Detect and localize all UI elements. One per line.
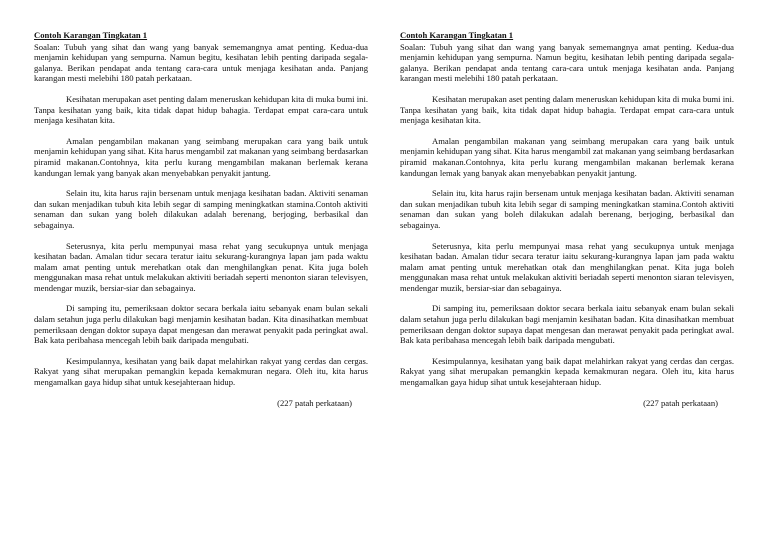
paragraph-6: Kesimpulannya, kesihatan yang baik dapat melahirkan rakyat yang cerdas dan cergas. Rakyat yang sihat merupakan pemangkin kepada kemakmuran negara. Oleh itu, kita harus mengamalkan gaya hidup sihat untuk kesejahteraan hidup. [34,355,368,388]
document-title: Contoh Karangan Tingkatan 1 [34,30,148,40]
word-count: (227 patah perkataan) [643,397,718,408]
paragraph-1: Kesihatan merupakan aset penting dalam meneruskan kehidupan kita di muka bumi ini. Tanpa kesihatan yang baik, kita tidak dapat hidup bahagia. Terdapat empat cara-cara untuk menjaga kesihatan kita. [400,93,734,126]
paragraph-3: Selain itu, kita harus rajin bersenam untuk menjaga kesihatan badan. Aktiviti senaman dan sukan menjadikan tubuh kita lebih segar di samping meningkatkan stamina.Contoh aktiviti senaman dan sukan yang boleh dilakukan adalah berenang, berjoging, berbasikal dan sebagainya. [400,188,734,230]
paragraph-4: Seterusnya, kita perlu mempunyai masa rehat yang secukupnya untuk menjaga kesihatan badan. Amalan tidur secara teratur iaitu sekurang-kurangnya lapan jam pada waktu malam amat penting untuk merehatkan otak dan menghilangkan penat. Kita juga boleh menggunakan masa rehat untuk melakukan aktiviti beriadah seperti menonton siaran televisyen, mendengar muzik, bersiar-siar dan sebagainya. [34,240,368,293]
paragraph-1: Kesihatan merupakan aset penting dalam meneruskan kehidupan kita di muka bumi ini. Tanpa kesihatan yang baik, kita tidak dapat hidup bahagia. Terdapat empat cara-cara untuk menjaga kesihatan kita. [34,93,368,126]
paragraph-2: Amalan pengambilan makanan yang seimbang merupakan cara yang baik untuk menjamin kehidupan yang sihat. Kita harus mengambil zat makanan yang seimbang berdasarkan piramid makanan.Contohnya, kita perlu kurang mengambilan makanan berlemak kerana kandungan lemak yang banyak akan menyebabkan penyakit jantung. [34,135,368,178]
essay-question: Soalan: Tubuh yang sihat dan wang yang banyak sememangnya amat penting. Kedua-dua menjamin kehidupan yang sempurna. Namun begitu, kesihatan lebih penting daripada segala-galanya. Berikan pendapat anda tentang cara-cara untuk menjaga kesihatan anda. Panjang karangan mesti melebihi 180 patah perkataan. [400,41,734,84]
paragraph-3: Selain itu, kita harus rajin bersenam untuk menjaga kesihatan badan. Aktiviti senaman dan sukan menjadikan tubuh kita lebih segar di samping meningkatkan stamina.Contoh aktiviti senaman dan sukan yang boleh dilakukan adalah berenang, berjoging, berbasikal dan sebagainya. [34,188,368,230]
paragraph-5: Di samping itu, pemeriksaan doktor secara berkala iaitu sebanyak enam bulan sekali dalam setahun juga perlu dilakukan bagi menjamin kesihatan badan. Kita dinasihatkan membuat pemeriksaan dengan doktor supaya dapat mengesan dan merawat penyakit pada peringkat awal. Bak kata peribahasa mencegah lebih baik daripada mengubati. [400,303,734,346]
paragraph-4: Seterusnya, kita perlu mempunyai masa rehat yang secukupnya untuk menjaga kesihatan badan. Amalan tidur secara teratur iaitu sekurang-kurangnya lapan jam pada waktu malam amat penting untuk merehatkan otak dan menghilangkan penat. Kita juga boleh menggunakan masa rehat untuk melakukan aktiviti beriadah seperti menonton siaran televisyen, mendengar muzik, bersiar-siar dan sebagainya. [400,240,734,293]
paragraph-2: Amalan pengambilan makanan yang seimbang merupakan cara yang baik untuk menjamin kehidupan yang sihat. Kita harus mengambil zat makanan yang seimbang berdasarkan piramid makanan.Contohnya, kita perlu kurang mengambilan makanan berlemak kerana kandungan lemak yang banyak akan menyebabkan penyakit jantung. [400,135,734,178]
paragraph-5: Di samping itu, pemeriksaan doktor secara berkala iaitu sebanyak enam bulan sekali dalam setahun juga perlu dilakukan bagi menjamin kesihatan badan. Kita dinasihatkan membuat pemeriksaan dengan doktor supaya dapat mengesan dan merawat penyakit pada peringkat awal. Bak kata peribahasa mencegah lebih baik daripada mengubati. [34,303,368,346]
document-page-right [400,30,734,408]
word-count: (227 patah perkataan) [277,397,352,408]
paragraph-6: Kesimpulannya, kesihatan yang baik dapat melahirkan rakyat yang cerdas dan cergas. Rakyat yang sihat merupakan pemangkin kepada kemakmuran negara. Oleh itu, kita harus mengamalkan gaya hidup sihat untuk kesejahteraan hidup. [400,355,734,388]
document-title: Contoh Karangan Tingkatan 1 [400,30,514,40]
essay-question: Soalan: Tubuh yang sihat dan wang yang banyak sememangnya amat penting. Kedua-dua menjamin kehidupan yang sempurna. Namun begitu, kesihatan lebih penting daripada segala-galanya. Berikan pendapat anda tentang cara-cara untuk menjaga kesihatan anda. Panjang karangan mesti melebihi 180 patah perkataan. [34,41,368,84]
document-page-left [34,30,368,408]
